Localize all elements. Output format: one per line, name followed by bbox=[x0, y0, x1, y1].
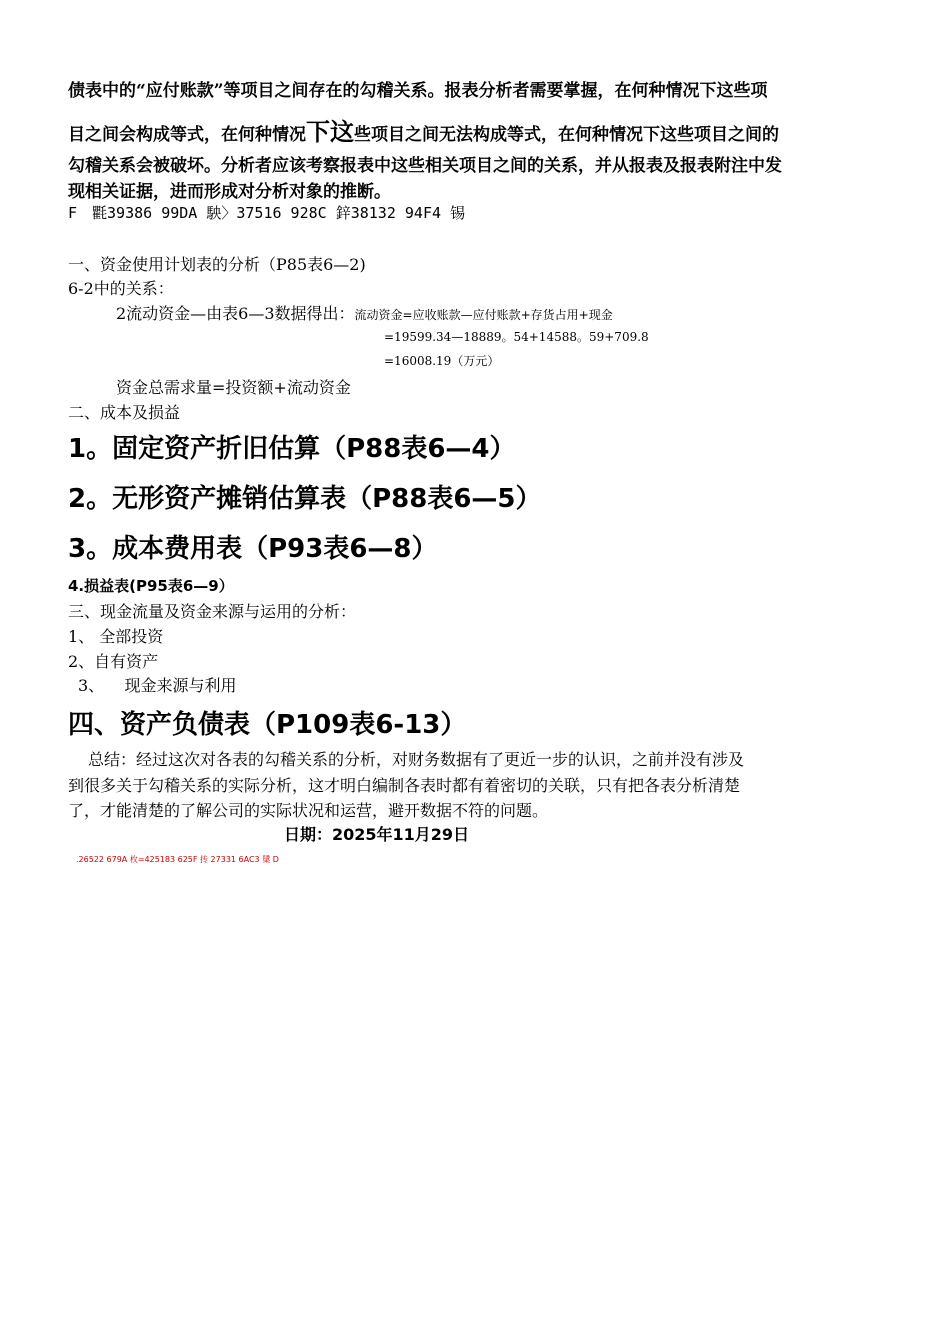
current-capital-line bbox=[116, 301, 613, 324]
section-1-subheading: 6-2中的关系： bbox=[68, 279, 174, 298]
footer-code: .26522 679A 枚=425183 625F 抟 27331 6AC3 檃 D bbox=[76, 855, 279, 864]
section-2-item-1: 1。固定资产折旧估算（P88表6—4） bbox=[68, 434, 516, 464]
section-2-item-3: 3。成本费用表（P93表6—8） bbox=[68, 534, 438, 564]
formula-calculation: =19599.34—18889。54+14588。59+709.8 bbox=[384, 330, 649, 344]
intro-line-4: 现相关证据，进而形成对分析对象的推断。 bbox=[68, 182, 391, 202]
current-capital-formula: 流动资金=应收账款—应付账款+存货占用+现金 bbox=[354, 308, 613, 322]
summary-line-3: 了，才能清楚的了解公司的实际状况和运营，避开数据不符的问题。 bbox=[68, 801, 549, 820]
section-2-item-4: 4.损益表(P95表6—9） bbox=[68, 577, 234, 595]
section-4-heading: 四、资产负债表（P109表6-13） bbox=[68, 710, 467, 740]
document-date: 日期：2025年11月29日 bbox=[284, 825, 470, 844]
section-1-heading: 一、资金使用计划表的分析（P85表6—2) bbox=[68, 255, 366, 274]
intro-line-2 bbox=[68, 112, 898, 147]
intro-line-1: 债表中的“应付账款”等项目之间存在的勾稽关系。报表分析者需要掌握，在何种情况下这些项 bbox=[68, 81, 768, 101]
summary-line-2: 到很多关于勾稽关系的实际分析，这才明白编制各表时都有着密切的关联，只有把各表分析清楚 bbox=[68, 776, 741, 795]
section-3-item-1: 1、 全部投资 bbox=[68, 627, 164, 646]
intro-line-2-part-a: 目之间会构成等式，在何种情况 bbox=[68, 125, 306, 145]
formula-result: =16008.19（万元） bbox=[384, 354, 500, 368]
section-3-item-2: 2、自有资产 bbox=[68, 652, 159, 671]
current-capital-label: 2流动资金—由表6—3数据得出： bbox=[116, 304, 355, 323]
summary-line-1: 总结：经过这次对各表的勾稽关系的分析，对财务数据有了更近一步的认识，之前并没有涉及 bbox=[88, 750, 745, 769]
section-2-item-2: 2。无形资产摊销估算表（P88表6—5） bbox=[68, 484, 542, 514]
intro-line-3: 勾稽关系会被破坏。分析者应该考察报表中这些相关项目之间的关系，并从报表及报表附注中发 bbox=[68, 156, 782, 176]
intro-line-2-part-b: 些项目之间无法构成等式，在何种情况下这些项目之间的 bbox=[354, 125, 779, 145]
section-3-item-3: 3、 现金来源与利用 bbox=[78, 676, 237, 695]
total-capital-demand: 资金总需求量=投资额+流动资金 bbox=[116, 378, 351, 397]
section-2-heading: 二、成本及损益 bbox=[68, 403, 181, 422]
intro-line-2-large-text: 下这 bbox=[306, 117, 354, 146]
section-3-heading: 三、现金流量及资金来源与运用的分析： bbox=[68, 602, 357, 621]
garbled-code-line: F 氍39386 99DA 駚〉37516 928C 鋅38132 94F4 锡 bbox=[68, 204, 466, 222]
